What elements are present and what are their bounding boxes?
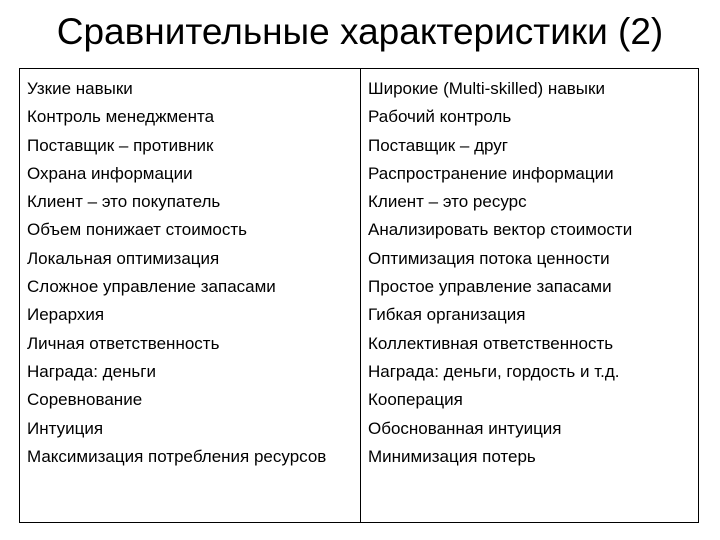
table-cell: Кооперация (368, 390, 463, 410)
column-header-narrow-skills: Узкие навыки (27, 79, 133, 98)
table-cell: Распространение информации (368, 163, 614, 183)
table-cell: Иерархия (27, 305, 105, 325)
table-cell: Коллективная ответственность (368, 333, 614, 353)
table-cell: Объем понижает стоимость (27, 220, 247, 240)
comparison-table (19, 68, 699, 523)
table-cell: Обоснованная интуиция (368, 418, 562, 438)
table-cell: Соревнование (27, 390, 143, 410)
table-cell: Клиент – это покупатель (27, 192, 221, 212)
table-cell: Интуиция (27, 418, 104, 438)
table-cell: Простое управление запасами (368, 277, 612, 297)
table-cell: Гибкая организация (368, 305, 526, 325)
column-header-multi-skills: Широкие (Multi-skilled) навыки (368, 79, 605, 98)
table-cell: Оптимизация потока ценности (368, 248, 610, 268)
table-cell: Максимизация потребления ресурсов (27, 446, 327, 466)
table-cell: Локальная оптимизация (27, 248, 220, 268)
table-cell: Поставщик – друг (368, 135, 508, 155)
table-cell: Клиент – это ресурс (368, 192, 527, 212)
table-cell: Охрана информации (27, 163, 193, 183)
multi-skills-column (368, 75, 698, 471)
table-cell: Сложное управление запасами (27, 277, 276, 297)
table-cell: Рабочий контроль (368, 107, 512, 127)
table-cell: Награда: деньги (27, 361, 156, 381)
table-cell: Награда: деньги, гордость и т.д. (368, 361, 620, 381)
table-cell: Поставщик – противник (27, 135, 214, 155)
table-cell: Личная ответственность (27, 333, 220, 353)
table-cell: Анализировать вектор стоимости (368, 220, 633, 240)
column-divider (360, 69, 361, 522)
slide-title: Сравнительные характеристики (2) (56, 11, 664, 52)
table-cell: Минимизация потерь (368, 446, 536, 466)
narrow-skills-column (27, 75, 352, 467)
table-cell: Контроль менеджмента (27, 107, 215, 127)
